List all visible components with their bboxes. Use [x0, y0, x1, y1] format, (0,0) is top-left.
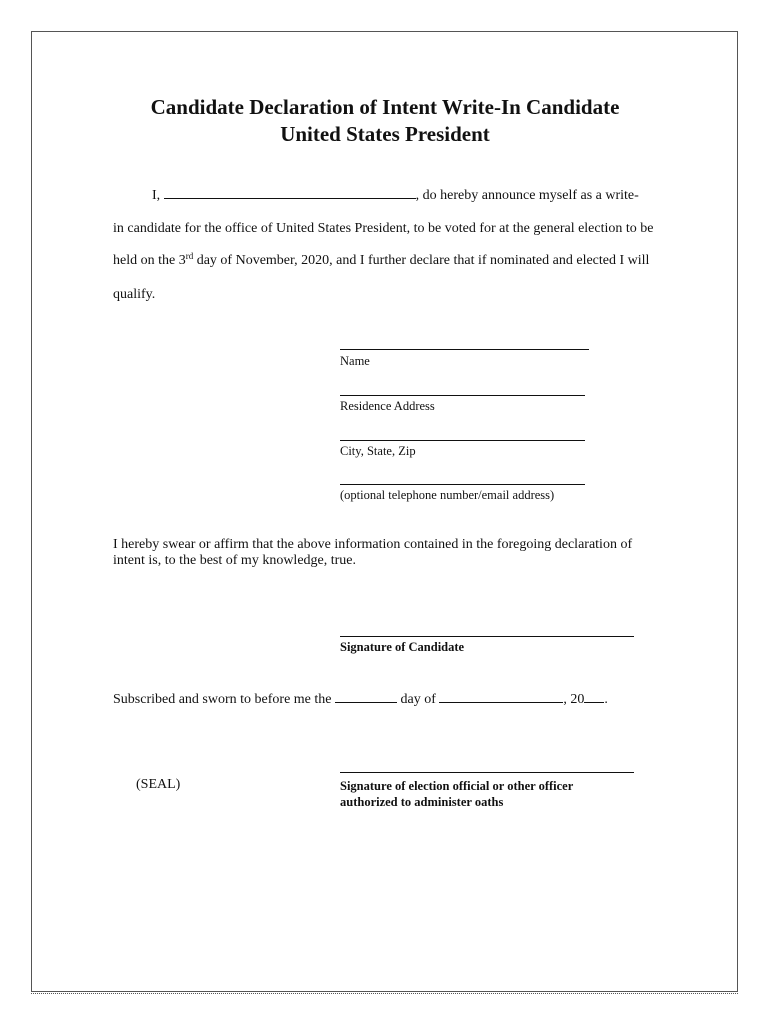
declaration-line4: qualify.	[113, 287, 156, 302]
sworn-year-blank[interactable]	[584, 690, 604, 703]
page-border	[31, 31, 738, 992]
sworn-text-start: Subscribed and sworn to before me the	[113, 692, 335, 707]
city-state-zip-line[interactable]	[340, 440, 585, 441]
declaration-prefix: I,	[152, 188, 161, 203]
sworn-text-year: , 20	[563, 692, 585, 707]
declaration-line1	[152, 186, 639, 204]
candidate-signature-label: Signature of Candidate	[340, 640, 465, 654]
declaration-line3-end: day of November, 2020, and I further declare that if nominated and elected I will	[193, 253, 650, 268]
declaration-line3-start: held on the 3	[113, 253, 186, 268]
affirmation-line2: intent is, to the best of my knowledge, true.	[113, 553, 357, 568]
name-line[interactable]	[340, 349, 589, 350]
residence-address-label: Residence Address	[340, 399, 435, 413]
page-bottom-rule	[31, 993, 738, 994]
declaration-line2: in candidate for the office of United States President, to be voted for at the general election to be	[113, 221, 654, 236]
official-signature-label-line2: authorized to administer oaths	[340, 795, 504, 809]
contact-label: (optional telephone number/email address)	[340, 488, 555, 502]
official-signature-line[interactable]	[340, 772, 634, 773]
name-label: Name	[340, 354, 370, 368]
ordinal-superscript: rd	[185, 251, 194, 261]
residence-address-line[interactable]	[340, 395, 585, 396]
document-title-line1: Candidate Declaration of Intent Write-In Candidate	[150, 95, 620, 119]
contact-line[interactable]	[340, 484, 585, 485]
affirmation-line1: I hereby swear or affirm that the above information contained in the foregoing declaration of	[113, 537, 633, 552]
document-title-line2: United States President	[280, 122, 490, 146]
candidate-name-blank[interactable]	[164, 186, 416, 199]
sworn-text-day-of: day of	[397, 692, 440, 707]
declaration-line1-suffix: , do hereby announce myself as a write-	[415, 188, 639, 203]
official-signature-label-line1: Signature of election official or other officer	[340, 779, 574, 793]
candidate-signature-line[interactable]	[340, 636, 634, 637]
seal-label: (SEAL)	[136, 777, 181, 792]
sworn-text-end: .	[604, 692, 608, 707]
city-state-zip-label: City, State, Zip	[340, 444, 416, 458]
declaration-line3	[113, 253, 649, 269]
sworn-statement	[113, 690, 608, 708]
sworn-day-blank[interactable]	[335, 690, 397, 703]
sworn-month-blank[interactable]	[439, 690, 563, 703]
